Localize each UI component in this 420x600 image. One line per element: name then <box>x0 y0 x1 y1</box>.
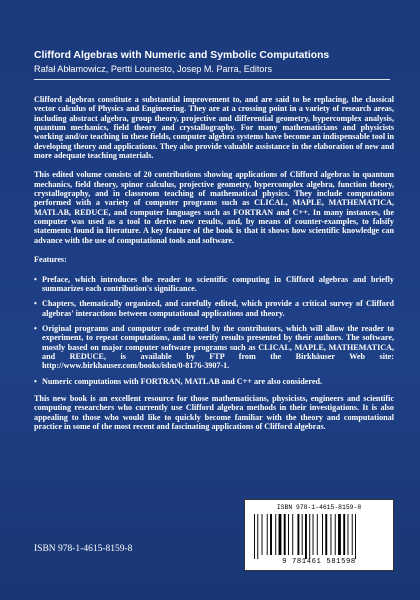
barcode-bar <box>355 514 356 559</box>
barcode-bar <box>305 514 307 559</box>
barcode-bar <box>302 514 303 555</box>
features-list <box>34 275 394 386</box>
feature-item <box>34 299 394 318</box>
barcode-bar <box>292 514 293 555</box>
barcode-bar <box>297 514 299 555</box>
feature-item <box>34 275 394 294</box>
bullet-icon: • <box>34 299 37 309</box>
bullet-icon: • <box>34 323 37 333</box>
barcode-bar <box>325 514 327 555</box>
barcode-bar <box>317 514 318 555</box>
feature-text: Numeric computations with FORTRAN, MATLAB and C++ are also considered. <box>42 376 323 386</box>
feature-item <box>34 377 394 386</box>
title-divider <box>34 79 390 80</box>
barcode-bar <box>254 514 255 559</box>
barcode-bar <box>262 514 263 555</box>
feature-text: Preface, which introduces the reader to scientific computing in Clifford algebras and briefly summarizes each contribution's significance. <box>42 274 394 293</box>
barcode-bar <box>338 514 341 555</box>
barcode-bar <box>343 514 345 555</box>
editors-line: Rafał Abłamowicz, Pertti Lounesto, Josep M. Parra, Editors <box>34 64 273 74</box>
barcode-isbn: ISBN 978-1-4615-8159-8 <box>276 504 362 511</box>
blurb-paragraph-1: Clifford algebras constitute a substantial improvement to, and are said to be replacing, the classical vector calculus of Physics and Engineering. They are at a crossing point in a variety of research areas, including abstract algebra, group theory, projective and differential geometry, hypercomplex analysis, quantum mechanics, field theory and crystallography. For many mathematicians and physicists working and/or teaching in these fields, computer algebra systems have become an indispensable tool in developing theory and applications. They also provide valuable assistance in the elaboration of new and more adequate teaching materials. <box>34 95 394 161</box>
bullet-icon: • <box>34 274 37 284</box>
barcode-bar <box>331 514 332 555</box>
barcode-bar <box>279 514 282 555</box>
barcode-icon <box>252 514 386 559</box>
closing-paragraph: This new book is an excellent resource for those mathematicians, physicists, engineers and scientific computing researchers who currently use Clifford algebra methods in their investigations. It is also appealing to those who would like to quickly become familiar with the theory and computational practice in some of the most recent and fascinating applications of Clifford algebras. <box>34 393 394 431</box>
barcode-bar <box>284 514 286 555</box>
isbn-text: ISBN 978-1-4615-8159-8 <box>34 544 133 554</box>
bullet-icon: • <box>34 376 37 386</box>
book-title: Clifford Algebras with Numeric and Symbolic Computations <box>34 50 330 61</box>
barcode-bar <box>267 514 268 555</box>
barcode-bar <box>335 514 336 555</box>
barcode-digits: 9 781461 581598 <box>282 558 356 566</box>
barcode-bar <box>348 514 349 555</box>
features-heading: Features: <box>34 255 67 265</box>
barcode-label <box>244 499 394 571</box>
feature-item <box>34 324 394 371</box>
barcode-bar <box>257 514 258 559</box>
barcode-bar <box>313 514 314 555</box>
barcode-bar <box>270 514 272 555</box>
barcode-bar <box>275 514 276 555</box>
blurb <box>34 95 394 441</box>
feature-text: Original programs and computer code created by the contributors, which will allow the reader to experiment, to repeat computations, and to verify results presented by their authors. The software, mostly based on major computer software programs such as CLICAL, MAPLE, MATHEMATICA, and REDUCE, is available by FTP from the Birkhäuser Web site: http://www.birkhauser.com/books/isbn/0-8176-3907-1. <box>42 323 394 371</box>
feature-text: Chapters, thematically organized, and carefully edited, which provide a critical survey of Clifford algebras' interactions between computational applications and theory. <box>42 299 394 318</box>
barcode-bar <box>322 514 323 555</box>
barcode-bar <box>288 514 289 555</box>
barcode-bar <box>309 514 310 559</box>
barcode-bar <box>352 514 353 555</box>
blurb-paragraph-2: This edited volume consists of 20 contributions showing applications of Clifford algebras in quantum mechanics, field theory, spinor calculus, projective geometry, hypercomplex algebra, function theory, crystallography, and in classroom teaching of mathematical physics. They include computations performed with a variety of computer programs such as CLICAL, MAPLE, MATHEMATICA, MATLAB, REDUCE, and computer languages such as FORTRAN and C++. In many instances, the computer was used as a tool to derive new results, and, by means of counter-examples, to falsify statements found in literature. A key feature of the book is that it shows how scientific knowledge can advance with the use of computational tools and software. <box>34 170 394 245</box>
